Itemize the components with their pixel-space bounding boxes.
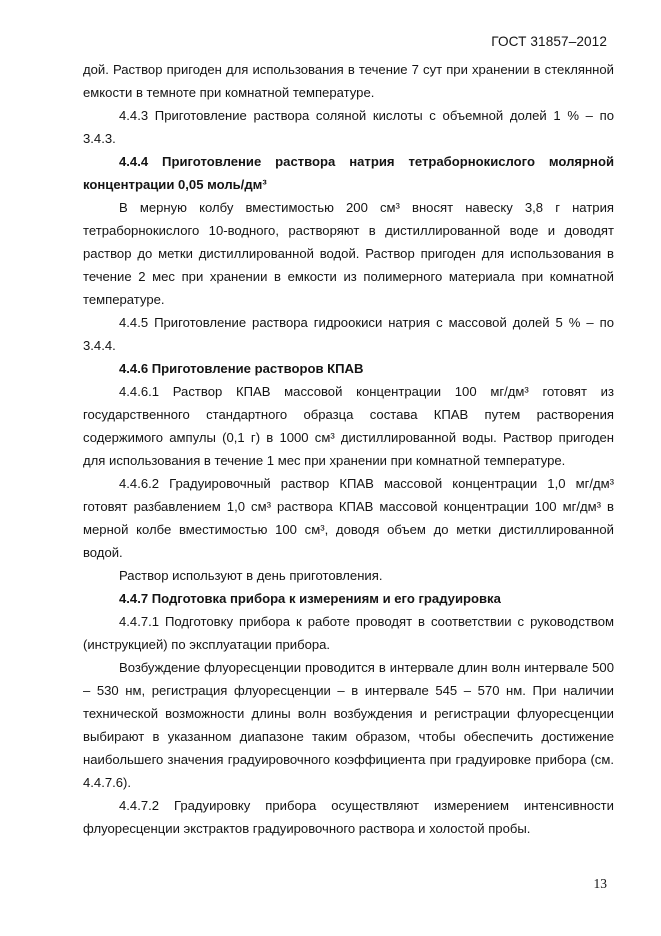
paragraph-4-4-3: 4.4.3 Приготовление раствора соляной кислоты с объемной долей 1 % – по 3.4.3. (83, 108, 614, 146)
paragraph-4-4-6-2: 4.4.6.2 Градуировочный раствор КПАВ массовой концентрации 1,0 мг/дм³ готовят разбавлением 1,0 см³ раствора КПАВ массовой концентрации 100 мг/дм³ в мерной колбе вместимостью 100 см³, доводя объем до метки дистиллированной водой. (83, 476, 614, 560)
heading-4-4-4: 4.4.4 Приготовление раствора натрия тетраборнокислого молярной концентрации 0,05 моль/дм³ (83, 154, 614, 192)
heading-4-4-6: 4.4.6 Приготовление растворов КПАВ (119, 361, 364, 376)
standard-designation: ГОСТ 31857–2012 (491, 34, 607, 49)
paragraph-4-4-4-body: В мерную колбу вместимостью 200 см³ вносят навеску 3,8 г натрия тетраборнокислого 10-водного, растворяют в дистиллированной воде и доводят раствор до метки дистиллированной водой. Раствор пригоден для использования в течение 2 мес при хранении в емкости из полимерного материала при комнатной температуре. (83, 200, 614, 307)
paragraph-4-4-5: 4.4.5 Приготовление раствора гидроокиси натрия с массовой долей 5 % – по 3.4.4. (83, 315, 614, 353)
paragraph-4-4-7-1: 4.4.7.1 Подготовку прибора к работе проводят в соответствии с руководством (инструкцией) по эксплуатации прибора. (83, 614, 614, 652)
heading-4-4-7: 4.4.7 Подготовка прибора к измерениям и его градуировка (119, 591, 501, 606)
paragraph-fluorescence-excitation: Возбуждение флуоресценции проводится в интервале длин волн интервале 500 – 530 нм, регистрация флуоресценции – в интервале 545 – 570 нм. При наличии технической возможности длины волн возбуждения и регистрации флуоресценции выбирают в указанном диапазоне таким образом, чтобы обеспечить достижение наибольшего значения градуировочного коэффициента при градуировке прибора (см. 4.4.7.6). (83, 660, 614, 790)
paragraph-continuation: дой. Раствор пригоден для использования в течение 7 сут при хранении в стеклянной емкости в темноте при комнатной температуре. (83, 62, 614, 100)
paragraph-solution-usage: Раствор используют в день приготовления. (119, 568, 383, 583)
page-body (83, 58, 614, 840)
paragraph-4-4-6-1: 4.4.6.1 Раствор КПАВ массовой концентрации 100 мг/дм³ готовят из государственного стандартного образца состава КПАВ путем растворения содержимого ампулы (0,1 г) в 1000 см³ дистиллированной воды. Раствор пригоден для использования в течение 1 мес при хранении при комнатной температуре. (83, 384, 614, 468)
page-number: 13 (593, 876, 607, 891)
paragraph-4-4-7-2: 4.4.7.2 Градуировку прибора осуществляют измерением интенсивности флуоресценции экстрактов градуировочного раствора и холостой пробы. (83, 798, 614, 836)
